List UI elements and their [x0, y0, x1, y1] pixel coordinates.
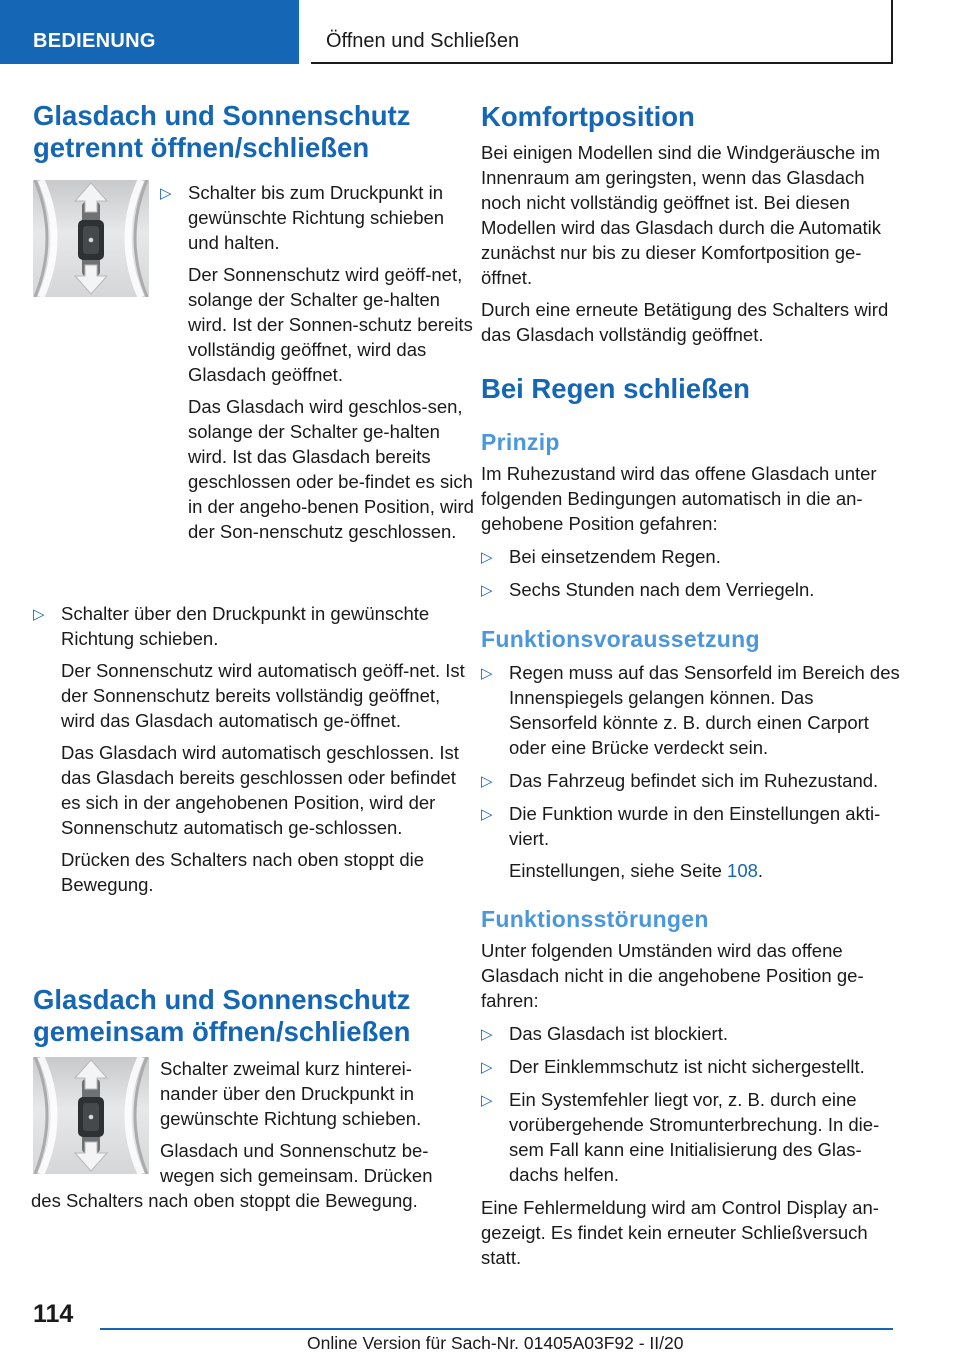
- bullet-triangle-icon: ▷: [481, 1092, 493, 1109]
- page-reference: Einstellungen, siehe Seite 108.: [509, 860, 764, 881]
- bullet-triangle-icon: ▷: [481, 549, 493, 566]
- list-item: ▷ Schalter über den Druckpunkt in gewünschte Richtung schieben. Der Sonnenschutz wird automatisch geöff-net. Ist der Sonnenschutz bereits vollständig geöffnet, wird das Glasdach automatisch ge-öffnet. Das Glasdach wird automatisch geschlossen. Ist das Glasdach bereits geschlossen oder befindet es sich in der angehobenen Position, wird der Sonnenschutz automatisch ge-schlossen. Drücken des Schalters nach oben stoppt die Bewegung.: [33, 603, 465, 895]
- bullet-triangle-icon: ▷: [481, 806, 493, 823]
- right-column: Komfortposition Bei einigen Modellen sind die Windgeräusche im Innenraum am geringsten, wenn das Glasdach noch nicht vollständig geöffnet ist. Bei diesen Modellen wird das Glasdach durch die Automatik zunächst nur bis zu dieser Komfortposition ge-öffnet. Durch eine erneute Betätigung des Schalters wird das Glasdach vollständig geöffnet. Bei Regen schließen Prinzip Im Ruhezustand wird das offene Glasdach unter folgenden Bedingungen automatisch in die an-gehobene Position gefahren: ▷ Bei einsetzendem Regen. ▷ Sechs Stunden nach dem Verriegeln. Funktionsvoraussetzung ▷ Regen muss auf das Sensorfeld im Bereich des Innenspiegels gelangen können. Das Sensorfeld könnte z. B. durch einen Carport oder eine Brücke verdeckt sein. ▷ Das Fahrzeug befindet sich im Ruhezustand. ▷ Die Funktion wurde in den Einstellungen akti-viert. Einstellungen, siehe Seite 108. Funktionsstörungen Unter folgenden Umständen wird das offene Glasdach nicht in die angehobene Position ge-fahren: ▷ Das Glasdach ist blockiert. ▷ Der Einklemmschutz ist nicht sichergestellt. ▷ Ein Systemfehler liegt vor, z. B. durch eine vorübergehende Stromunterbrechung. In die-sem Fall kann eine Initialisierung des Glas-dachs helfen. Eine Fehlermeldung wird am Control Display an-gezeigt. Es findet kein erneuter Schließversuch statt.: [481, 101, 900, 1268]
- list-item: ▷ Ein Systemfehler liegt vor, z. B. durch eine vorübergehende Stromunterbrechung. In die-sem Fall kann eine Initialisierung des Glas-dachs helfen.: [481, 1089, 880, 1185]
- section-tab: [0, 0, 299, 64]
- bullet-triangle-icon: ▷: [481, 582, 493, 599]
- bullet-triangle-icon: ▷: [481, 665, 493, 682]
- left-column: [31, 100, 474, 1211]
- page-number: 114: [33, 1300, 74, 1328]
- bullet-triangle-icon: ▷: [33, 606, 45, 623]
- list-item: ▷ Das Glasdach ist blockiert.: [481, 1021, 901, 1046]
- list-item: ▷ Schalter bis zum Druckpunkt in gewünschte Richtung schieben und halten. Der Sonnenschutz wird geöff-net, solange der Schalter ge-halten wird. Ist der Sonnen-schutz bereits vollständig geöffnet, wird das Glasdach geöffnet. Das Glasdach wird geschlos-sen, solange der Schalter ge-halten wird. Ist das Glasdach bereits geschlossen oder be-findet es sich in der angeho-benen Position, wird der Son-nenschutz geschlossen.: [160, 182, 474, 542]
- list-item: ▷ Das Fahrzeug befindet sich im Ruhezustand.: [481, 768, 901, 793]
- bullet-triangle-icon: ▷: [481, 773, 493, 790]
- heading-funktionsstoerungen: Funktionsstörungen: [481, 906, 709, 932]
- bullet-triangle-icon: ▷: [481, 1026, 493, 1043]
- list-item: ▷ Bei einsetzendem Regen.: [481, 544, 901, 569]
- bullet-triangle-icon: ▷: [481, 1059, 493, 1076]
- together-text: Schalter zweimal kurz hinterei-nander über den Druckpunkt in gewünschte Richtung schieben. Glasdach und Sonnenschutz be-wegen sich gemeinsam. Drücken: [160, 1058, 433, 1186]
- page-link[interactable]: 108: [727, 860, 758, 881]
- bullet-triangle-icon: ▷: [160, 185, 172, 202]
- chapter-header: [311, 0, 893, 64]
- chapter-title: Öffnen und Schließen: [326, 30, 520, 52]
- list-item: ▷ Sechs Stunden nach dem Verriegeln.: [481, 577, 901, 602]
- section-title: BEDIENUNG: [33, 30, 156, 52]
- heading-getrennt: Glasdach und Sonnenschutz getrennt öffnen/schließen: [33, 100, 411, 163]
- footer-divider: [100, 1328, 893, 1330]
- heading-bei-regen: Bei Regen schließen: [481, 373, 750, 404]
- heading-komfortposition: Komfortposition: [481, 101, 695, 132]
- list-item: ▷ Regen muss auf das Sensorfeld im Bereich des Innenspiegels gelangen können. Das Sensorfeld könnte z. B. durch einen Carport oder eine Brücke verdeckt sein.: [481, 662, 900, 758]
- switch-image-separate: [33, 180, 149, 297]
- switch-image-together: [33, 1057, 149, 1174]
- footer-version-text: Online Version für Sach-Nr. 01405A03F92 - II/20: [307, 1333, 684, 1353]
- list-item: ▷ Der Einklemmschutz ist nicht sichergestellt.: [481, 1054, 901, 1079]
- together-text-end: des Schalters nach oben stoppt die Bewegung.: [31, 1190, 418, 1211]
- heading-prinzip: Prinzip: [481, 429, 560, 455]
- list-item: ▷ Die Funktion wurde in den Einstellungen akti-viert. Einstellungen, siehe Seite 108.: [481, 801, 901, 883]
- heading-funktionsvoraussetzung: Funktionsvoraussetzung: [481, 626, 760, 652]
- heading-gemeinsam: Glasdach und Sonnenschutz gemeinsam öffnen/schließen: [33, 984, 411, 1047]
